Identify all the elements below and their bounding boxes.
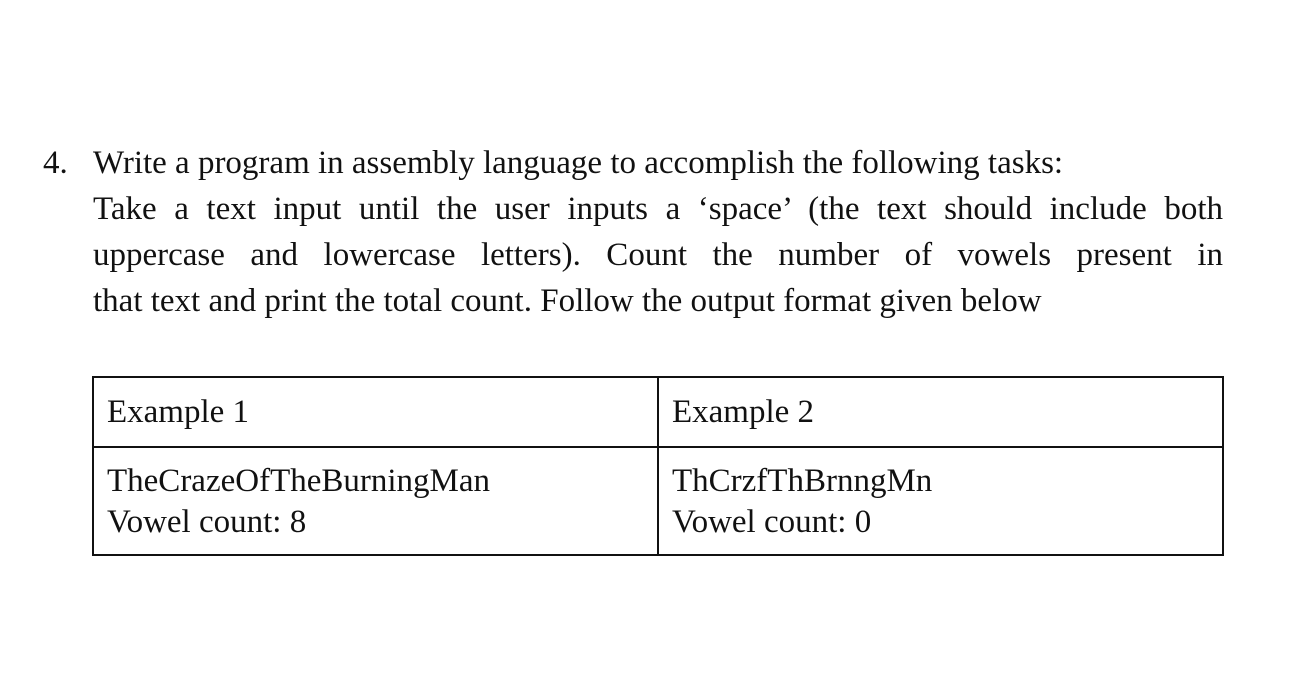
question-line: that text and print the total count. Follow the output format given below (93, 283, 1042, 319)
example-2-cell (658, 447, 1223, 555)
example-1-header: Example 1 (93, 377, 658, 447)
question-number: 4. (43, 145, 68, 181)
examples-header-row (93, 377, 1223, 447)
example-2-header: Example 2 (658, 377, 1223, 447)
question-line: uppercase and lowercase letters). Count the number of vowels present in (93, 237, 1223, 273)
question-block (43, 140, 1223, 324)
example-1-cell (93, 447, 658, 555)
example-1-output: Vowel count: 8 (107, 504, 307, 540)
example-2-input: ThCrzfThBrnngMn (672, 463, 933, 499)
example-1-input: TheCrazeOfTheBurningMan (107, 463, 491, 499)
example-2-output: Vowel count: 0 (672, 504, 872, 540)
question-line: Write a program in assembly language to accomplish the following tasks: (93, 145, 1064, 181)
question-text (93, 140, 1223, 324)
question-line: Take a text input until the user inputs a ‘space’ (the text should include both (93, 191, 1223, 227)
examples-table (92, 376, 1224, 556)
examples-body-row (93, 447, 1223, 555)
